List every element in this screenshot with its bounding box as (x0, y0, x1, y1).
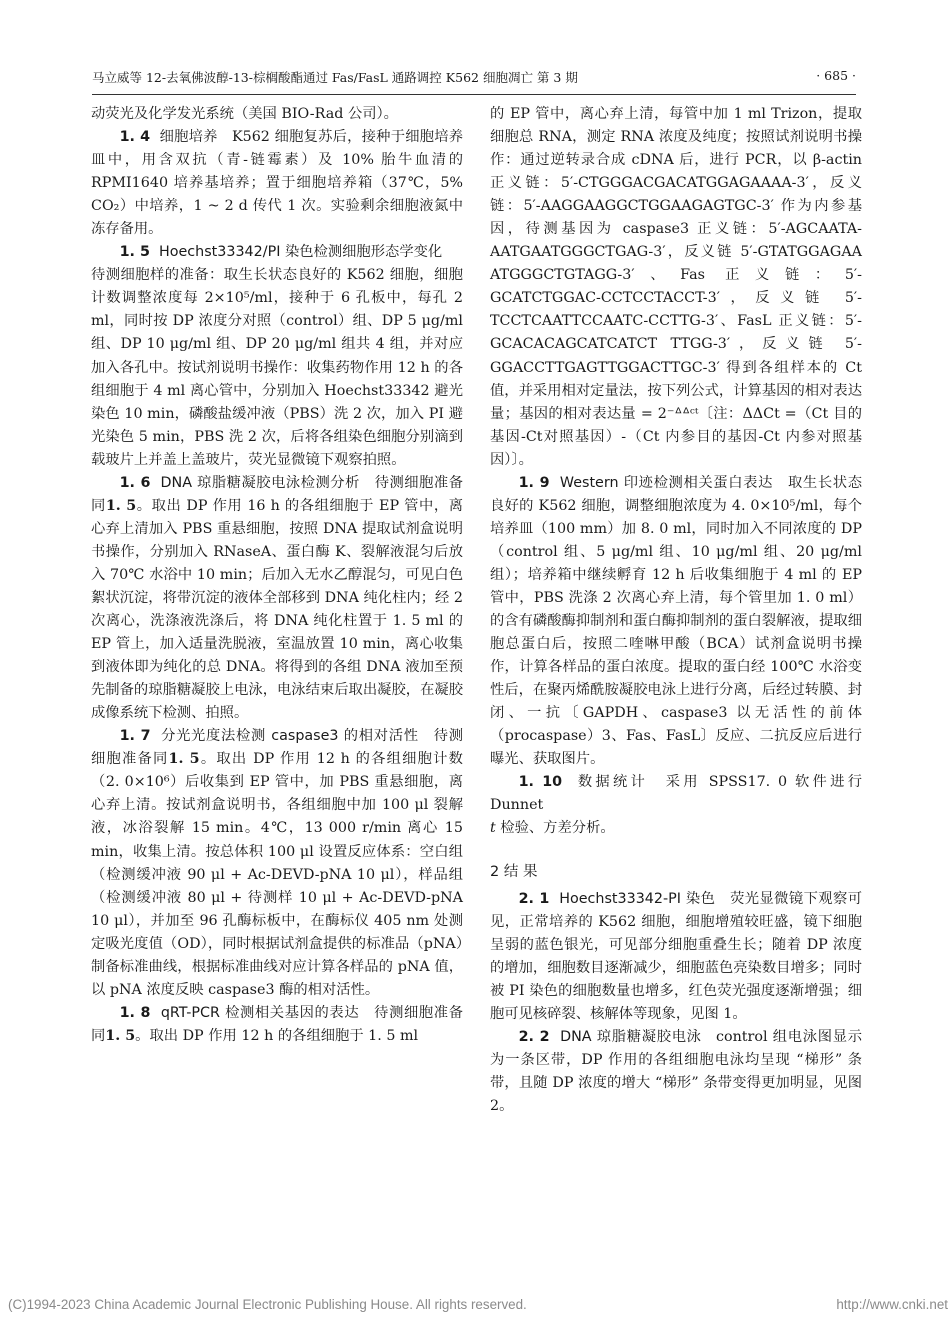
section-1-5: 1. 5 Hoechst33342/PI 染色检测细胞形态学变化 待测细胞样的准备：取生长状态良好的 K562 细胞，细胞计数调整浓度每 2×10⁵/ml，接种于 6 孔板中，每孔 2 ml，同时按 DP 浓度分对照（control）组、DP 5 μg/ml 组、DP 10 μg/ml 组、DP 20 μg/ml 组共 4 组，并对应加入各孔中。按试剂说明书操作：收集药物作用 12 h 的各组细胞于 4 ml 离心管中，分别加入 Hoechst33342 避光染色 10 min，磷酸盐缓冲液（PBS）洗 2 次，加入 PI 避光染色 5 min，PBS 洗 2 次，后将各组染色细胞分别滴到载玻片上并盖上盖玻片，荧光显微镜下观察拍照。 (91, 244, 463, 468)
cnki-url[interactable]: http://www.cnki.net (836, 1297, 948, 1312)
paragraph: 的 EP 管中，离心弃上清，每管中加 1 ml Trizon，提取细胞总 RNA，测定 RNA 浓度及纯度；按照试剂说明书操作：通过逆转录合成 cDNA 后，进行 PCR，以 β-actin 正义链：5′-CTGGGACGACATGGAGAAAA-3′，反义链：5′-AAGGAAGGCTGGAAGAGTGC-3′ 作为内参基因，待测基因为 caspase3 正义链：5′-AGCAATA-AATGAATGGGCTGAG-3′，反义链 5′-GTATGGAGAA ATGGGCTGTAGG-3′、Fas 正义链：5′-GCATCTGGAC-CCTCCTACCT-3′，反义链 5′-TCCTCAATTCCAATC-CCTTG-3′、FasL 正义链：5′-GCACACAGCATCATCT TTGG-3′，反义链 5′-GGACCTTGAGTTGGACTTGC-3′ 得到各组样本的 Ct 值，并采用相对定量法，按下列公式，计算基因的相对表达量；基因的相对表达量 = 2⁻ᐞᐞᶜᵗ〔注：ΔΔCt =（Ct 目的基因-Ct对照基因）-（Ct 内参目的基因-Ct 内参对照基因）〕。 (490, 106, 862, 468)
page-number: · 685 · (816, 68, 856, 83)
section-2-1: 2. 1 Hoechst33342-PI 染色 荧光显微镜下观察可见，正常培养的 K562 细胞，细胞增殖较旺盛，镜下细胞呈弱的蓝色银光，可见部分细胞重叠生长；随着 DP 浓度的增加，细胞数目逐渐减少，细胞蓝色亮染数目增多；同时被 PI 染色的细胞数量也增多，红色荧光强度逐渐增强；细胞可见核碎裂、核解体等现象，见图 1。 (490, 890, 863, 1022)
running-title: 马立威等 12-去氧佛波醇-13-棕榈酸酯通过 Fas/FasL 通路调控 K562 细胞凋亡 第 3 期 (92, 70, 578, 85)
section-1-8: 1. 8 qRT-PCR 检测相关基因的表达 待测细胞准备同1. 5。取出 DP 作用 12 h 的各组细胞于 1. 5 ml (91, 1004, 463, 1044)
results-heading: 2 结 果 (490, 863, 538, 880)
section-1-10: 1. 10 数据统计 采用 SPSS17. 0 软件进行 Dunnet t 检验、方差分析。 (490, 774, 863, 837)
paragraph: 动荧光及化学发光系统（美国 BIO-Rad 公司）。 (91, 106, 398, 122)
left-column (91, 103, 463, 1048)
page-footer (8, 1297, 948, 1312)
right-column (490, 103, 862, 1118)
section-1-4: 1. 4 细胞培养 K562 细胞复苏后，接种于细胞培养皿中，用含双抗（青-链霉素）及 10% 胎牛血清的 RPMI1640 培养基培养；置于细胞培养箱（37℃，5% CO₂）中培养，1 ~ 2 d 传代 1 次。实验剩余细胞液氮中冻存备用。 (91, 129, 464, 238)
section-1-9: 1. 9 Western 印迹检测相关蛋白表达 取生长状态良好的 K562 细胞，调整细胞浓度为 4. 0×10⁵/ml，每个培养皿（100 mm）加 8. 0 ml，同时加入不同浓度的 DP（control 组、5 μg/ml 组、10 μg/ml 组、20 μg/ml 组）；培养箱中继续孵育 12 h 后收集细胞于 4 ml 的 EP 管中，PBS 洗涤 2 次离心弃上清，每个管里加 1. 0 ml）的含有磷酸酶抑制剂和蛋白酶抑制剂的蛋白裂解液，提取细胞总蛋白后，按照二喹啉甲酸（BCA）试剂盒说明书操作，计算各样品的蛋白浓度。提取的蛋白经 100℃ 水浴变性后，在聚丙烯酰胺凝胶电泳上进行分离，后经过转膜、封闭、一抗〔GAPDH、caspase3 以无活性的前体（procaspase）3、Fas、FasL〕反应、二抗反应后进行曝光、获取图片。 (490, 474, 863, 768)
section-2-2: 2. 2 DNA 琼脂糖凝胶电泳 control 组电泳图显示为一条区带，DP 作用的各组细胞电泳均呈现 “梯形” 条带，且随 DP 浓度的增大 “梯形” 条带变得更加明显，见图 2。 (490, 1028, 862, 1114)
running-header (92, 68, 856, 95)
section-1-7: 1. 7 分光光度法检测 caspase3 的相对活性 待测细胞准备同1. 5。取出 DP 作用 12 h 的各组细胞计数（2. 0×10⁶）后收集到 EP 管中，加 PBS 重悬细胞，离心弃上清。按试剂盒说明书，各组细胞中加 100 μl 裂解液，冰浴裂解 15 min。4℃，13 000 r/min 离心 15 min，收集上清。按总体积 100 μl 设置反应体系：空白组（检测缓冲液 90 μl + Ac-DEVD-pNA 10 μl），样品组（检测缓冲液 80 μl + 待测样 10 μl + Ac-DEVD-pNA 10 μl），并加至 96 孔酶标板中，在酶标仪 405 nm 处测定吸光度值（OD），同时根据试剂盒提供的标准品（pNA）制备标准曲线，根据标准曲线对应计算各样品的 pNA 值，以 pNA 浓度反映 caspase3 酶的相对活性。 (91, 728, 463, 998)
section-1-6: 1. 6 DNA 琼脂糖凝胶电泳检测分析 待测细胞准备同1. 5。取出 DP 作用 16 h 的各组细胞于 EP 管中，离心弃上清加入 PBS 重悬细胞，按照 DNA 提取试剂盒说明书操作，分别加入 RNaseA、蛋白酶 K、裂解液混匀后放入 70℃ 水浴中 10 min；后加入无水乙醇混匀，可见白色絮状沉淀，将带沉淀的液体全部移到 DNA 纯化柱内；经 2 次离心，洗涤液洗涤后，将 DNA 纯化柱置于 1. 5 ml 的 EP 管上，加入适量洗脱液，室温放置 10 min，离心收集到液体即为纯化的总 DNA。将得到的各组 DNA 液加至预先制备的琼脂糖凝胶上电泳，电泳结束后取出凝胶，在凝胶成像系统下检测、拍照。 (91, 474, 464, 722)
copyright-notice: (C)1994-2023 China Academic Journal Electronic Publishing House. All rights reserved. (8, 1297, 527, 1312)
